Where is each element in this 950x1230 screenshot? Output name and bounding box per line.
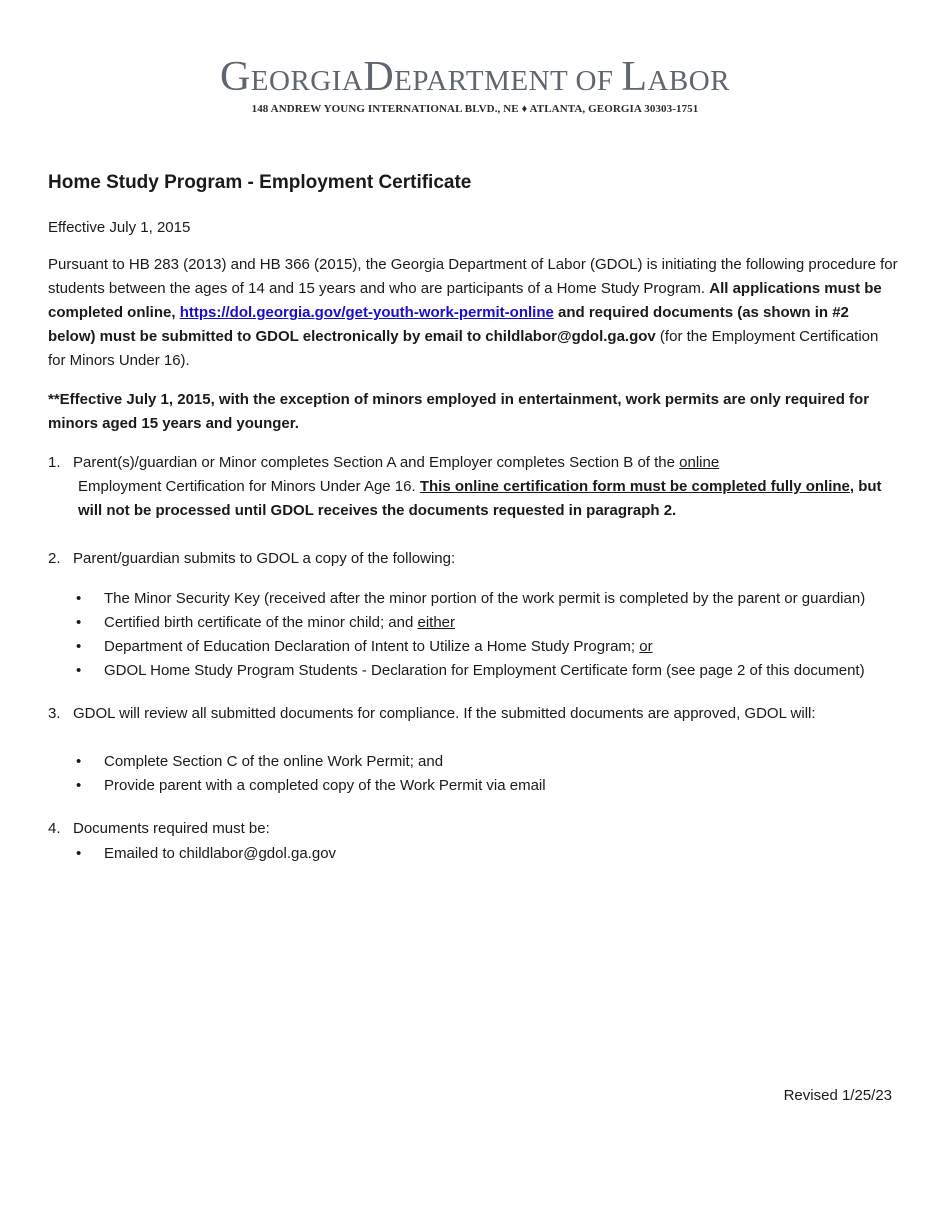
required-documents-list	[48, 588, 898, 681]
list-item: • Emailed to childlabor@gdol.ga.gov	[76, 845, 337, 862]
gdol-actions-list	[48, 751, 898, 796]
item-number: 1.	[48, 454, 61, 471]
list-item-2: 2. Parent/guardian submits to GDOL a copy of the following: • The Minor Security Key (received after the minor portion of the work permit is completed by the parent or guardian) • Certified birth certificate of the minor child; and either • Department of Education Declaration of Intent to Utilize a Home Study Program; or • GDOL Home Study Program Students - Declaration for Employment Certificate form (see page 2 of this document)	[48, 547, 898, 681]
youth-work-permit-link[interactable]: https://dol.georgia.gov/get-youth-work-permit-online	[179, 304, 554, 321]
item-number: 4.	[48, 820, 61, 837]
list-item: • Department of Education Declaration of Intent to Utilize a Home Study Program; or	[76, 638, 653, 655]
intro-paragraph: Pursuant to HB 283 (2013) and HB 366 (2015), the Georgia Department of Labor (GDOL) is initiating the following procedure for students between the ages of 14 and 15 years and who are participants of a Home Study Program. All applications must be completed online, https://dol.georgia.gov/get-youth-work-permit-online and required documents (as shown in #2 below) must be submitted to GDOL electronically by email to childlabor@gdol.ga.gov (for the Employment Certification for Minors Under 16).	[48, 256, 898, 369]
item-number: 2.	[48, 550, 61, 567]
item-number: 3.	[48, 705, 61, 722]
list-item: • The Minor Security Key (received after the minor portion of the work permit is completed by the parent or guardian)	[76, 590, 866, 607]
list-item: • Certified birth certificate of the minor child; and either	[76, 614, 456, 631]
list-item: • Provide parent with a completed copy of the Work Permit via email	[76, 777, 546, 794]
submission-method-list	[48, 843, 898, 864]
agency-name: GEORGIADEPARTMENT OF LABOR	[219, 54, 731, 100]
agency-address: 148 ANDREW YOUNG INTERNATIONAL BLVD., NE ♦ ATLANTA, GEORGIA 30303-1751	[251, 103, 699, 115]
list-item-1: 1. Parent(s)/guardian or Minor completes Section A and Employer completes Section B of the online Employment Certification for Minors Under Age 16. This online certification form must be completed fully online, but will not be processed until GDOL receives the documents requested in paragraph 2.	[48, 451, 898, 523]
list-item: • GDOL Home Study Program Students - Declaration for Employment Certificate form (see page 2 of this document)	[76, 662, 865, 679]
list-item-4: 4. Documents required must be: • Emailed to childlabor@gdol.ga.gov	[48, 817, 898, 864]
list-item: • Complete Section C of the online Work Permit; and	[76, 753, 444, 770]
document-title: Home Study Program - Employment Certificate	[48, 172, 472, 193]
letterhead	[0, 56, 950, 115]
revision-date: Revised 1/25/23	[783, 1087, 892, 1104]
document-body	[48, 170, 898, 867]
effective-date: Effective July 1, 2015	[48, 219, 191, 236]
effective-notice: **Effective July 1, 2015, with the exception of minors employed in entertainment, work permits are only required for minors aged 15 years and younger.	[48, 391, 870, 432]
list-item-3: 3. GDOL will review all submitted documents for compliance. If the submitted documents are approved, GDOL will: • Complete Section C of the online Work Permit; and • Provide parent with a completed copy of the Work Permit via email	[48, 702, 898, 796]
